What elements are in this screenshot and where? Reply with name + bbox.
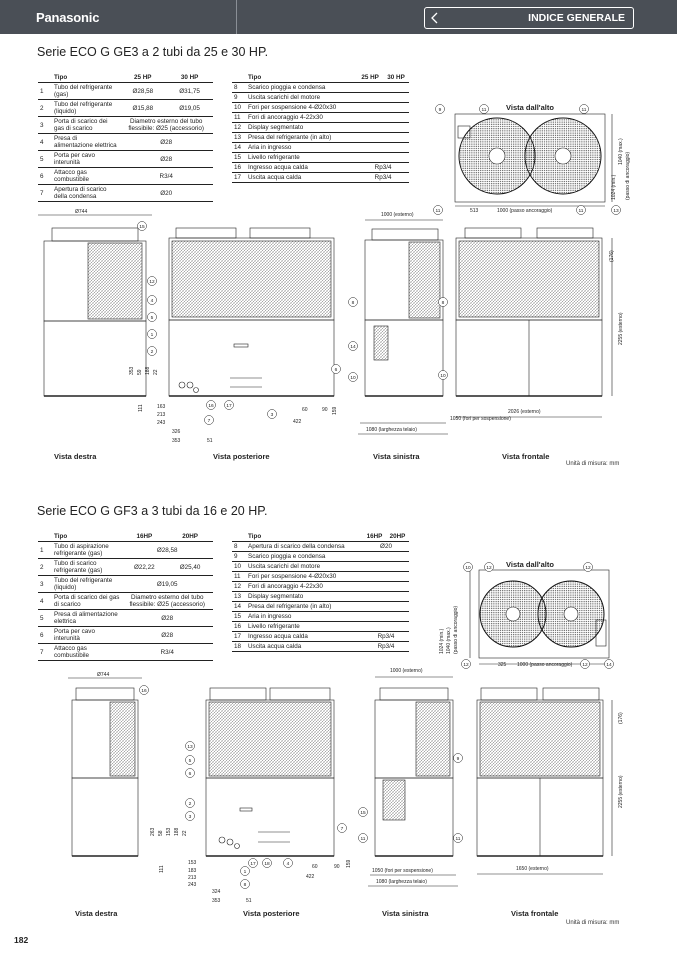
svg-text:22: 22 xyxy=(153,369,159,375)
spec-row: 1 Tubo del refrigerante (gas) Ø28,58 Ø31,75 xyxy=(38,83,213,100)
svg-text:90: 90 xyxy=(334,864,340,870)
svg-text:14: 14 xyxy=(350,345,356,350)
svg-text:5: 5 xyxy=(188,759,192,764)
view-label-left-gf3: Vista sinistra xyxy=(382,909,429,918)
spec-row: 8 Scarico pioggia e condensa xyxy=(232,83,409,93)
top-view-ge3 xyxy=(455,114,612,206)
svg-text:324: 324 xyxy=(212,889,221,895)
svg-text:17: 17 xyxy=(226,404,232,409)
svg-text:326: 326 xyxy=(172,429,181,435)
svg-text:9: 9 xyxy=(438,108,442,113)
svg-text:1080 (larghezza telaio): 1080 (larghezza telaio) xyxy=(366,427,417,433)
spec-row: 11 Fori per sospensione 4-Ø20x30 xyxy=(232,572,409,582)
svg-text:13: 13 xyxy=(613,209,619,214)
svg-text:6: 6 xyxy=(334,368,338,373)
svg-text:60: 60 xyxy=(302,407,308,413)
spec-row: 4 Presa di alimentazione elettrica Ø28 xyxy=(38,134,213,151)
svg-text:422: 422 xyxy=(293,419,302,425)
spec-row: 6 Attacco gas combustibile R3/4 xyxy=(38,168,213,185)
spec-table-gf3-left: Tipo 16HP 20HP 1 Tubo di aspirazione refrigerante (gas) Ø28,58 2 Tubo di scarico refrigerante (gas) Ø22,22 Ø25,40 3 Tubo del refrigerante (liquido) Ø19,05 4 Porta di scarico dei gas di scarico Diametro esterno del tubo flessibile: Ø25 (accessorio) 5 Presa di alimentazione elettrica Ø28 6 Porta per cavo interunità Ø28 7 Attacco gas combustibile R3/4 xyxy=(38,532,213,661)
svg-text:17: 17 xyxy=(250,862,256,867)
svg-text:353: 353 xyxy=(172,438,181,444)
svg-text:16: 16 xyxy=(208,404,214,409)
svg-text:1050 (fori per sospensione): 1050 (fori per sospensione) xyxy=(372,868,433,874)
svg-text:11: 11 xyxy=(581,108,587,113)
spec-row: 8 Apertura di scarico della condensa Ø20 xyxy=(232,542,409,552)
svg-text:16: 16 xyxy=(141,689,147,694)
spec-row: 14 Presa del refrigerante (in alto) xyxy=(232,602,409,612)
spec-row: 13 Presa del refrigerante (in alto) xyxy=(232,133,409,143)
svg-text:188: 188 xyxy=(145,366,151,375)
spec-row: 5 Porta per cavo interunità Ø28 xyxy=(38,151,213,168)
svg-text:8: 8 xyxy=(441,301,445,306)
view-label-front-ge3: Vista frontale xyxy=(502,452,550,461)
svg-text:2255 (esterno): 2255 (esterno) xyxy=(618,775,624,808)
svg-text:10: 10 xyxy=(465,566,471,571)
svg-text:213: 213 xyxy=(188,875,197,881)
svg-text:1050 (fori per sospensione): 1050 (fori per sospensione) xyxy=(450,416,511,422)
svg-text:(passo di ancoraggio): (passo di ancoraggio) xyxy=(625,151,631,200)
spec-table-gf3-right: Tipo 16HP 20HP 8 Apertura di scarico della condensa Ø20 9 Scarico pioggia e condensa 10 Uscita scarichi del motore 11 Fori per sospensione 4-Ø20x30 12 Fori di ancoraggio 4-22x30 13 Display segmentato 14 Presa del refrigerante (in alto) 15 Aria in ingresso 16 Livello refrigerante 17 Ingresso acqua calda Rp3/4 18 Uscita acqua calda Rp3/4 xyxy=(232,532,409,652)
spec-row: 17 Uscita acqua calda Rp3/4 xyxy=(232,173,409,183)
spec-row: 2 Tubo del refrigerante (liquido) Ø15,88 Ø19,05 xyxy=(38,100,213,117)
svg-text:1080 (larghezza telaio): 1080 (larghezza telaio) xyxy=(376,879,427,885)
svg-text:13: 13 xyxy=(187,745,193,750)
svg-text:51: 51 xyxy=(246,898,252,904)
svg-text:10: 10 xyxy=(440,374,446,379)
view-label-right-gf3: Vista destra xyxy=(75,909,118,918)
spec-row: 3 Tubo del refrigerante (liquido) Ø19,05 xyxy=(38,576,213,593)
svg-text:3: 3 xyxy=(270,413,274,418)
svg-text:183: 183 xyxy=(188,868,197,874)
rear-view-gf3 xyxy=(206,688,334,856)
svg-text:90: 90 xyxy=(322,407,328,413)
svg-text:111: 111 xyxy=(159,865,165,873)
spec-row: 17 Ingresso acqua calda Rp3/4 xyxy=(232,632,409,642)
spec-row: 15 Livello refrigerante xyxy=(232,153,409,163)
left-view-gf3 xyxy=(368,677,458,886)
spec-row: 13 Display segmentato xyxy=(232,592,409,602)
view-label-rear-ge3: Vista posteriore xyxy=(213,452,270,461)
svg-text:263: 263 xyxy=(150,827,156,836)
spec-row: 12 Display segmentato xyxy=(232,123,409,133)
brand-logo: Panasonic xyxy=(36,10,100,25)
right-view-gf3 xyxy=(68,678,142,856)
svg-text:Ø744: Ø744 xyxy=(75,209,88,215)
spec-row: 3 Porta di scarico dei gas di scarico Diametro esterno del tubo flessibile: Ø25 (accessorio) xyxy=(38,117,213,134)
top-view-gf3 xyxy=(470,570,609,664)
svg-text:1024 (min.): 1024 (min.) xyxy=(611,174,617,200)
index-label: INDICE GENERALE xyxy=(528,12,625,24)
svg-text:8: 8 xyxy=(351,301,355,306)
svg-text:11: 11 xyxy=(435,209,441,214)
svg-text:2255 (esterno): 2255 (esterno) xyxy=(618,312,624,345)
svg-text:12: 12 xyxy=(463,663,469,668)
svg-text:325: 325 xyxy=(498,662,507,668)
svg-text:(passo di ancoraggio): (passo di ancoraggio) xyxy=(453,605,459,654)
svg-text:1000 (passo ancoraggio): 1000 (passo ancoraggio) xyxy=(497,208,553,214)
spec-row: 6 Porta per cavo interunità Ø28 xyxy=(38,627,213,644)
svg-text:11: 11 xyxy=(360,837,366,842)
svg-text:7: 7 xyxy=(207,419,211,424)
section-title-ge3: Serie ECO G GE3 a 2 tubi da 25 e 30 HP. xyxy=(37,45,269,59)
spec-row: 2 Tubo di scarico refrigerante (gas) Ø22,22 Ø25,40 xyxy=(38,559,213,576)
svg-text:9: 9 xyxy=(456,757,460,762)
svg-text:11: 11 xyxy=(578,209,584,214)
spec-table-ge3-left: Tipo 25 HP 30 HP 1 Tubo del refrigerante (gas) Ø28,58 Ø31,75 2 Tubo del refrigerante (liquido) Ø15,88 Ø19,05 3 Porta di scarico dei gas di scarico Diametro esterno del tubo flessibile: Ø25 (accessorio) 4 Presa di alimentazione elettrica Ø28 5 Porta per cavo interunità Ø28 6 Attacco gas combustibile R3/4 7 Apertura di scarico della condensa Ø20 xyxy=(38,73,213,202)
svg-text:60: 60 xyxy=(312,864,318,870)
spec-table-ge3-right: Tipo 25 HP 30 HP 8 Scarico pioggia e condensa 9 Uscita scarichi del motore 10 Fori per sospensione 4-Ø20x30 11 Fori di ancoraggio 4-22x30 12 Display segmentato 13 Presa del refrigerante (in alto) 14 Aria in ingresso 15 Livello refrigerante 16 Ingresso acqua calda Rp3/4 17 Uscita acqua calda Rp3/4 xyxy=(232,73,409,183)
svg-text:10: 10 xyxy=(350,376,356,381)
spec-row: 16 Livello refrigerante xyxy=(232,622,409,632)
svg-text:188: 188 xyxy=(174,827,180,836)
view-label-right-ge3: Vista destra xyxy=(54,452,97,461)
svg-text:163: 163 xyxy=(157,404,166,410)
svg-text:Ø744: Ø744 xyxy=(97,672,110,678)
units-note-gf3: Unità di misura: mm xyxy=(566,920,620,926)
front-view-gf3 xyxy=(477,688,612,874)
svg-text:2026 (esterno): 2026 (esterno) xyxy=(508,409,541,415)
spec-row: 9 Scarico pioggia e condensa xyxy=(232,552,409,562)
spec-row: 5 Presa di alimentazione elettrica Ø28 xyxy=(38,610,213,627)
spec-row: 16 Ingresso acqua calda Rp3/4 xyxy=(232,163,409,173)
svg-text:153: 153 xyxy=(166,827,172,836)
svg-text:4: 4 xyxy=(150,299,154,304)
spec-row: 18 Uscita acqua calda Rp3/4 xyxy=(232,642,409,652)
spec-row: 10 Fori per sospensione 4-Ø20x30 xyxy=(232,103,409,113)
spec-row: 11 Fori di ancoraggio 4-22x30 xyxy=(232,113,409,123)
svg-text:3: 3 xyxy=(188,815,192,820)
svg-text:(176): (176) xyxy=(618,712,624,724)
svg-text:2: 2 xyxy=(150,350,154,355)
svg-text:513: 513 xyxy=(470,208,479,214)
svg-text:51: 51 xyxy=(207,438,213,444)
view-label-top-gf3: Vista dall'alto xyxy=(506,560,554,569)
svg-text:1000 (esterno): 1000 (esterno) xyxy=(390,668,423,674)
left-view-ge3 xyxy=(358,220,448,434)
view-label-top-ge3: Vista dall'alto xyxy=(506,103,554,112)
spec-row: 1 Tubo di aspirazione refrigerante (gas) Ø28,58 xyxy=(38,542,213,559)
spec-row: 7 Apertura di scarico della condensa Ø20 xyxy=(38,185,213,202)
svg-text:11: 11 xyxy=(455,837,461,842)
view-label-rear-gf3: Vista posteriore xyxy=(243,909,300,918)
drawing-gf3 xyxy=(0,480,677,950)
svg-text:1040 (max.): 1040 (max.) xyxy=(618,138,624,165)
svg-text:353: 353 xyxy=(212,898,221,904)
page-number: 182 xyxy=(14,935,29,945)
spec-row: 12 Fori di ancoraggio 4-22x30 xyxy=(232,582,409,592)
front-view-ge3 xyxy=(456,228,612,417)
svg-text:159: 159 xyxy=(346,859,352,868)
svg-text:8: 8 xyxy=(243,883,247,888)
svg-text:12: 12 xyxy=(149,280,155,285)
view-label-left-ge3: Vista sinistra xyxy=(373,452,420,461)
svg-text:1040 (max.): 1040 (max.) xyxy=(446,627,452,654)
svg-text:22: 22 xyxy=(182,830,188,836)
svg-text:243: 243 xyxy=(188,882,197,888)
svg-text:353: 353 xyxy=(129,366,135,375)
svg-text:422: 422 xyxy=(306,874,315,880)
svg-text:1650 (esterno): 1650 (esterno) xyxy=(516,866,549,872)
svg-text:59: 59 xyxy=(137,369,143,375)
spec-row: 15 Aria in ingresso xyxy=(232,612,409,622)
spec-row: 9 Uscita scarichi del motore xyxy=(232,93,409,103)
svg-text:6: 6 xyxy=(188,772,192,777)
svg-text:15: 15 xyxy=(360,811,366,816)
svg-text:11: 11 xyxy=(481,108,487,113)
section-title-gf3: Serie ECO G GF3 a 3 tubi da 16 e 20 HP. xyxy=(37,504,268,518)
svg-text:153: 153 xyxy=(188,860,197,866)
units-note-ge3: Unità di misura: mm xyxy=(566,461,620,467)
svg-text:1: 1 xyxy=(150,333,154,338)
spec-row: 7 Attacco gas combustibile R3/4 xyxy=(38,644,213,661)
svg-text:15: 15 xyxy=(139,225,145,230)
svg-text:14: 14 xyxy=(606,663,612,668)
svg-text:12: 12 xyxy=(486,566,492,571)
svg-text:1024 (min.): 1024 (min.) xyxy=(439,628,445,654)
svg-text:1000 (esterno): 1000 (esterno) xyxy=(381,212,414,218)
svg-text:58: 58 xyxy=(158,830,164,836)
svg-text:213: 213 xyxy=(157,412,166,418)
view-label-front-gf3: Vista frontale xyxy=(511,909,559,918)
spec-row: 10 Uscita scarichi del motore xyxy=(232,562,409,572)
svg-text:243: 243 xyxy=(157,420,166,426)
rear-view-ge3 xyxy=(169,228,334,396)
svg-text:18: 18 xyxy=(264,862,270,867)
svg-text:4: 4 xyxy=(286,862,290,867)
svg-text:111: 111 xyxy=(138,404,144,412)
svg-text:2: 2 xyxy=(188,802,192,807)
spec-row: 14 Aria in ingresso xyxy=(232,143,409,153)
svg-text:5: 5 xyxy=(150,316,154,321)
svg-text:12: 12 xyxy=(582,663,588,668)
svg-text:1000 (passo ancoraggio): 1000 (passo ancoraggio) xyxy=(517,662,573,668)
svg-text:159: 159 xyxy=(332,406,338,415)
spec-row: 4 Porta di scarico dei gas di scarico Diametro esterno del tubo flessibile: Ø25 (accessorio) xyxy=(38,593,213,610)
svg-text:12: 12 xyxy=(585,566,591,571)
svg-text:7: 7 xyxy=(340,827,344,832)
svg-text:1: 1 xyxy=(243,870,247,875)
svg-text:(176): (176) xyxy=(609,250,615,262)
